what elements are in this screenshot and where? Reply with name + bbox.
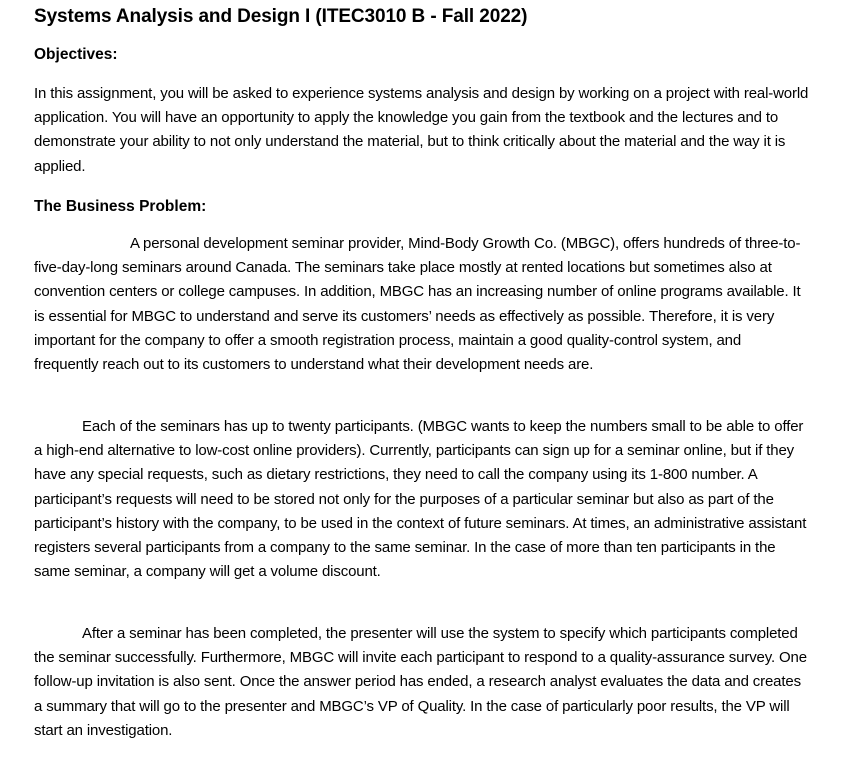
business-problem-paragraph-1: A personal development seminar provider, Mind-Body Growth Co. (MBGC), offers hundreds of three-to-five-day-long seminars around Canada. The seminars take place mostly at rented locations but sometimes also at convention centers or college campuses. In addition, MBGC has an increasing number of online programs available. It is essential for MBGC to understand and serve its customers’ needs as effectively as possible. Therefore, it is very important for the company to offer a smooth registration process, maintain a good quality-control system, and frequently reach out to its customers to understand what their development needs are.: [34, 235, 801, 374]
business-problem-paragraph-3: After a seminar has been completed, the presenter will use the system to specify which participants completed the seminar successfully. Furthermore, MBGC will invite each participant to respond to a quality-assurance survey. One follow-up invitation is also sent. Once the answer period has ended, a research analyst evaluates the data and creates a summary that will go to the presenter and MBGC’s VP of Quality. In the case of particularly poor results, the VP will start an investigation.: [34, 625, 807, 739]
objectives-heading: Objectives:: [34, 46, 118, 63]
document-title: Systems Analysis and Design I (ITEC3010 B - Fall 2022): [34, 6, 528, 27]
business-problem-paragraph-2: Each of the seminars has up to twenty participants. (MBGC wants to keep the numbers small to be able to offer a high-end alternative to low-cost online providers). Currently, participants can sign up for a seminar online, but if they have any special requests, such as dietary restrictions, they need to call the company using its 1-800 number. A participant’s requests will need to be stored not only for the purposes of a particular seminar but also as part of the participant’s history with the company, to be used in the context of future seminars. At times, an administrative assistant registers several participants from a company to the same seminar. In the case of more than ten participants in the same seminar, a company will get a volume discount.: [34, 418, 807, 581]
objectives-paragraph: In this assignment, you will be asked to experience systems analysis and design by working on a project with real-world application. You will have an opportunity to apply the knowledge you gain from the textbook and the lectures and to demonstrate your ability to not only understand the material, but to think critically about the material and the way it is applied.: [34, 85, 809, 175]
business-problem-heading: The Business Problem:: [34, 198, 207, 215]
